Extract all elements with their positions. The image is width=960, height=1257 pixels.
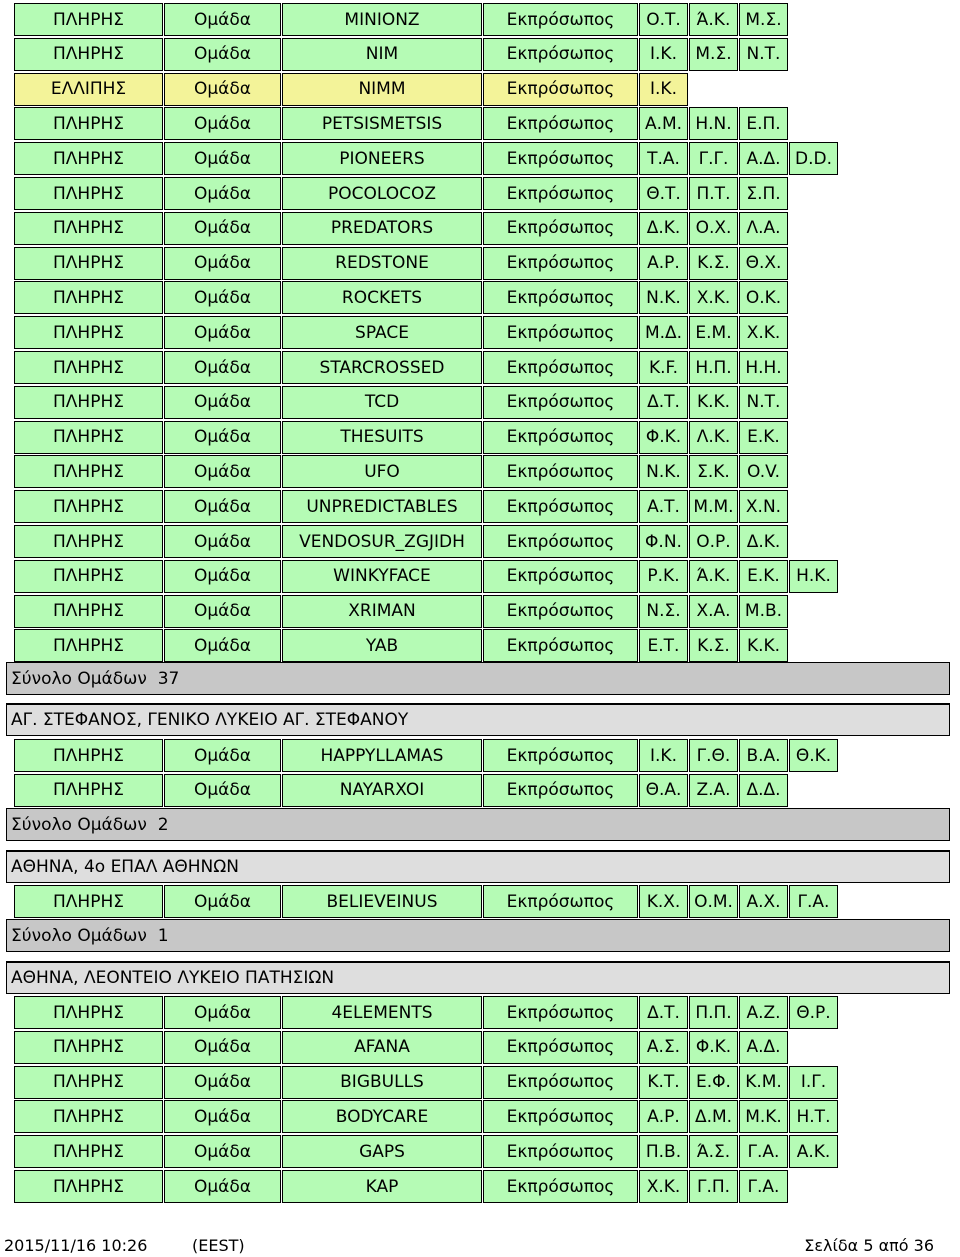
member-initials-cell: Ι.Κ. [639, 739, 688, 772]
member-initials-cell: Μ.Β. [739, 595, 788, 628]
member-initials-cell: Α.Σ. [639, 1031, 688, 1064]
team-name-cell: REDSTONE [282, 247, 482, 280]
footer-datetime: 2015/11/16 10:26 [4, 1236, 148, 1255]
table-row [14, 455, 789, 488]
team-label-cell: Ομάδα [164, 38, 281, 71]
representative-cell: Εκπρόσωπος [483, 455, 638, 488]
team-name-cell: THESUITS [282, 421, 482, 454]
table-row [14, 142, 839, 175]
member-initials-cell: Α.Κ. [789, 1135, 838, 1168]
member-initials-cell: Π.Π. [689, 996, 738, 1029]
member-initials-cell: Α.Ρ. [639, 247, 688, 280]
member-initials-cell: Χ.Κ. [739, 316, 788, 349]
member-initials-cell: Δ.Κ. [739, 525, 788, 558]
representative-cell: Εκπρόσωπος [483, 1031, 638, 1064]
representative-cell: Εκπρόσωπος [483, 281, 638, 314]
member-initials-cell: Σ.Π. [739, 177, 788, 210]
member-initials-cell: Α.Δ. [739, 1031, 788, 1064]
member-initials-cell: Ε.Κ. [739, 560, 788, 593]
table-row [14, 212, 789, 245]
member-initials-cell: Μ.Σ. [689, 38, 738, 71]
member-initials-cell: Κ.Χ. [639, 885, 688, 918]
member-initials-cell: Α.Ζ. [739, 996, 788, 1029]
table-row [14, 351, 789, 384]
status-cell: ΠΛΗΡΗΣ [14, 1031, 163, 1064]
member-initials-cell: Χ.Κ. [689, 281, 738, 314]
member-initials-cell: Γ.Γ. [689, 142, 738, 175]
representative-cell: Εκπρόσωπος [483, 885, 638, 918]
representative-cell: Εκπρόσωπος [483, 73, 638, 106]
team-label-cell: Ομάδα [164, 1170, 281, 1203]
member-initials-cell: Λ.Α. [739, 212, 788, 245]
representative-cell: Εκπρόσωπος [483, 386, 638, 419]
status-cell: ΠΛΗΡΗΣ [14, 386, 163, 419]
member-initials-cell: Ν.Σ. [639, 595, 688, 628]
member-initials-cell: Η.Τ. [789, 1100, 838, 1133]
team-name-cell: PREDATORS [282, 212, 482, 245]
representative-cell: Εκπρόσωπος [483, 1135, 638, 1168]
member-initials-cell: Μ.Σ. [739, 3, 788, 36]
status-cell: ΠΛΗΡΗΣ [14, 107, 163, 140]
member-initials-cell: Ν.Κ. [639, 281, 688, 314]
table-row [14, 1100, 839, 1133]
representative-cell: Εκπρόσωπος [483, 560, 638, 593]
member-initials-cell: Η.Ν. [689, 107, 738, 140]
member-initials-cell: Π.Τ. [689, 177, 738, 210]
member-initials-cell: Ε.Κ. [739, 421, 788, 454]
team-name-cell: PIONEERS [282, 142, 482, 175]
member-initials-cell: Ρ.Κ. [639, 560, 688, 593]
table-row [14, 247, 789, 280]
table-row [14, 560, 839, 593]
member-initials-cell: Π.Β. [639, 1135, 688, 1168]
status-cell: ΠΛΗΡΗΣ [14, 421, 163, 454]
school-name: ΑΘΗΝΑ, 4ο ΕΠΑΛ ΑΘΗΝΩΝ [11, 857, 239, 877]
team-label-cell: Ομάδα [164, 142, 281, 175]
representative-cell: Εκπρόσωπος [483, 629, 638, 662]
member-initials-cell: Θ.Κ. [789, 739, 838, 772]
team-label-cell: Ομάδα [164, 212, 281, 245]
member-initials-cell: K.F. [639, 351, 688, 384]
team-label-cell: Ομάδα [164, 1031, 281, 1064]
total-count: 37 [157, 668, 180, 689]
table-row [14, 281, 789, 314]
footer-timezone: (EEST) [192, 1236, 245, 1255]
table-row [14, 774, 789, 807]
representative-cell: Εκπρόσωπος [483, 1100, 638, 1133]
member-initials-cell: Ι.Γ. [789, 1066, 838, 1099]
team-name-cell: VENDOSUR_ZGJIDH [282, 525, 482, 558]
table-row [14, 1170, 789, 1203]
team-name-cell: BIGBULLS [282, 1066, 482, 1099]
representative-cell: Εκπρόσωπος [483, 1066, 638, 1099]
team-name-cell: NIM [282, 38, 482, 71]
table-row [14, 885, 839, 918]
status-cell: ΠΛΗΡΗΣ [14, 490, 163, 523]
table-row [14, 386, 789, 419]
table-row [14, 1135, 839, 1168]
team-label-cell: Ομάδα [164, 996, 281, 1029]
team-label-cell: Ομάδα [164, 73, 281, 106]
status-cell: ΠΛΗΡΗΣ [14, 247, 163, 280]
status-cell: ΠΛΗΡΗΣ [14, 38, 163, 71]
team-name-cell: POCOLOCOZ [282, 177, 482, 210]
team-label-cell: Ομάδα [164, 739, 281, 772]
status-cell: ΠΛΗΡΗΣ [14, 3, 163, 36]
group-total-bar [6, 919, 950, 952]
member-initials-cell: Φ.Κ. [689, 1031, 738, 1064]
member-initials-cell: Θ.Ρ. [789, 996, 838, 1029]
member-initials-cell: Ά.Κ. [689, 560, 738, 593]
member-initials-cell: Ε.Π. [739, 107, 788, 140]
team-label-cell: Ομάδα [164, 560, 281, 593]
status-cell: ΠΛΗΡΗΣ [14, 739, 163, 772]
status-cell: ΠΛΗΡΗΣ [14, 281, 163, 314]
team-name-cell: NIMM [282, 73, 482, 106]
representative-cell: Εκπρόσωπος [483, 774, 638, 807]
status-cell: ΠΛΗΡΗΣ [14, 1170, 163, 1203]
table-row [14, 739, 839, 772]
member-initials-cell: Κ.Σ. [689, 247, 738, 280]
school-name: ΑΘΗΝΑ, ΛΕΟΝΤΕΙΟ ΛΥΚΕΙΟ ΠΑΤΗΣΙΩΝ [11, 968, 335, 988]
status-cell: ΠΛΗΡΗΣ [14, 996, 163, 1029]
status-cell: ΠΛΗΡΗΣ [14, 177, 163, 210]
table-row [14, 421, 789, 454]
team-label-cell: Ομάδα [164, 1100, 281, 1133]
table-row [14, 1031, 789, 1064]
team-label-cell: Ομάδα [164, 774, 281, 807]
member-initials-cell: Φ.Κ. [639, 421, 688, 454]
member-initials-cell: Η.Κ. [789, 560, 838, 593]
team-name-cell: STARCROSSED [282, 351, 482, 384]
table-row [14, 73, 689, 106]
member-initials-cell: Ά.Κ. [689, 3, 738, 36]
member-initials-cell: Α.Μ. [639, 107, 688, 140]
total-count: 2 [157, 814, 169, 835]
team-name-cell: WINKYFACE [282, 560, 482, 593]
representative-cell: Εκπρόσωπος [483, 996, 638, 1029]
team-label-cell: Ομάδα [164, 490, 281, 523]
table-row [14, 1066, 839, 1099]
member-initials-cell: Ε.Μ. [689, 316, 738, 349]
status-cell: ΠΛΗΡΗΣ [14, 525, 163, 558]
team-name-cell: UNPREDICTABLES [282, 490, 482, 523]
representative-cell: Εκπρόσωπος [483, 316, 638, 349]
representative-cell: Εκπρόσωπος [483, 595, 638, 628]
team-label-cell: Ομάδα [164, 281, 281, 314]
total-label: Σύνολο Ομάδων [11, 925, 147, 946]
school-name: ΑΓ. ΣΤΕΦΑΝΟΣ, ΓΕΝΙΚΟ ΛΥΚΕΙΟ ΑΓ. ΣΤΕΦΑΝΟΥ [11, 710, 409, 730]
representative-cell: Εκπρόσωπος [483, 490, 638, 523]
team-label-cell: Ομάδα [164, 629, 281, 662]
member-initials-cell: Μ.Μ. [689, 490, 738, 523]
representative-cell: Εκπρόσωπος [483, 351, 638, 384]
status-cell: ΠΛΗΡΗΣ [14, 885, 163, 918]
table-row [14, 490, 789, 523]
status-cell: ΠΛΗΡΗΣ [14, 629, 163, 662]
member-initials-cell: Κ.Τ. [639, 1066, 688, 1099]
member-initials-cell: Ι.Κ. [639, 73, 688, 106]
team-label-cell: Ομάδα [164, 455, 281, 488]
representative-cell: Εκπρόσωπος [483, 247, 638, 280]
member-initials-cell: Α.Χ. [739, 885, 788, 918]
team-label-cell: Ομάδα [164, 1066, 281, 1099]
table-row [14, 316, 789, 349]
team-label-cell: Ομάδα [164, 351, 281, 384]
representative-cell: Εκπρόσωπος [483, 177, 638, 210]
member-initials-cell: Μ.Δ. [639, 316, 688, 349]
status-cell: ΠΛΗΡΗΣ [14, 1100, 163, 1133]
representative-cell: Εκπρόσωπος [483, 1170, 638, 1203]
representative-cell: Εκπρόσωπος [483, 38, 638, 71]
representative-cell: Εκπρόσωπος [483, 142, 638, 175]
team-label-cell: Ομάδα [164, 247, 281, 280]
member-initials-cell: Α.Τ. [639, 490, 688, 523]
member-initials-cell: Ι.Κ. [639, 38, 688, 71]
team-name-cell: YAB [282, 629, 482, 662]
member-initials-cell: Ο.Μ. [689, 885, 738, 918]
member-initials-cell: Ε.Τ. [639, 629, 688, 662]
team-label-cell: Ομάδα [164, 386, 281, 419]
member-initials-cell: Φ.Ν. [639, 525, 688, 558]
member-initials-cell: Γ.Α. [739, 1170, 788, 1203]
member-initials-cell: Ε.Φ. [689, 1066, 738, 1099]
group-total-bar [6, 808, 950, 841]
team-label-cell: Ομάδα [164, 1135, 281, 1168]
member-initials-cell: D.D. [789, 142, 838, 175]
total-label: Σύνολο Ομάδων [11, 814, 147, 835]
member-initials-cell: Δ.Τ. [639, 996, 688, 1029]
team-label-cell: Ομάδα [164, 421, 281, 454]
team-label-cell: Ομάδα [164, 885, 281, 918]
member-initials-cell: Γ.Π. [689, 1170, 738, 1203]
team-name-cell: HAPPYLLAMAS [282, 739, 482, 772]
group-total-bar [6, 662, 950, 695]
representative-cell: Εκπρόσωπος [483, 739, 638, 772]
status-cell: ΠΛΗΡΗΣ [14, 351, 163, 384]
member-initials-cell: Θ.Α. [639, 774, 688, 807]
member-initials-cell: Σ.Κ. [689, 455, 738, 488]
status-cell: ΠΛΗΡΗΣ [14, 595, 163, 628]
member-initials-cell: Χ.Α. [689, 595, 738, 628]
member-initials-cell: Κ.Κ. [689, 386, 738, 419]
team-name-cell: NAYARXOI [282, 774, 482, 807]
member-initials-cell: Η.Η. [739, 351, 788, 384]
team-name-cell: 4ELEMENTS [282, 996, 482, 1029]
school-header [6, 703, 950, 736]
status-cell: ΠΛΗΡΗΣ [14, 316, 163, 349]
member-initials-cell: Τ.Α. [639, 142, 688, 175]
table-row [14, 595, 789, 628]
team-name-cell: AFANA [282, 1031, 482, 1064]
team-label-cell: Ομάδα [164, 3, 281, 36]
member-initials-cell: Ν.Κ. [639, 455, 688, 488]
representative-cell: Εκπρόσωπος [483, 421, 638, 454]
team-name-cell: BELIEVEINUS [282, 885, 482, 918]
team-name-cell: SPACE [282, 316, 482, 349]
member-initials-cell: Ζ.Α. [689, 774, 738, 807]
representative-cell: Εκπρόσωπος [483, 525, 638, 558]
team-label-cell: Ομάδα [164, 595, 281, 628]
team-name-cell: ROCKETS [282, 281, 482, 314]
table-row [14, 38, 789, 71]
status-cell: ΠΛΗΡΗΣ [14, 560, 163, 593]
member-initials-cell: Δ.Μ. [689, 1100, 738, 1133]
member-initials-cell: Β.Α. [739, 739, 788, 772]
team-label-cell: Ομάδα [164, 525, 281, 558]
member-initials-cell: Λ.Κ. [689, 421, 738, 454]
team-label-cell: Ομάδα [164, 107, 281, 140]
member-initials-cell: Μ.Κ. [739, 1100, 788, 1133]
member-initials-cell: Κ.Μ. [739, 1066, 788, 1099]
table-row [14, 177, 789, 210]
member-initials-cell: Ν.Τ. [739, 386, 788, 419]
representative-cell: Εκπρόσωπος [483, 3, 638, 36]
status-cell: ΠΛΗΡΗΣ [14, 212, 163, 245]
member-initials-cell: Δ.Κ. [639, 212, 688, 245]
table-row [14, 107, 789, 140]
team-name-cell: MINIONZ [282, 3, 482, 36]
member-initials-cell: Ά.Σ. [689, 1135, 738, 1168]
member-initials-cell: Χ.Κ. [639, 1170, 688, 1203]
table-row [14, 629, 789, 662]
table-row [14, 525, 789, 558]
team-name-cell: GAPS [282, 1135, 482, 1168]
member-initials-cell: Θ.Χ. [739, 247, 788, 280]
total-label: Σύνολο Ομάδων [11, 668, 147, 689]
member-initials-cell: Γ.Θ. [689, 739, 738, 772]
member-initials-cell: Ο.Τ. [639, 3, 688, 36]
member-initials-cell: Κ.Σ. [689, 629, 738, 662]
representative-cell: Εκπρόσωπος [483, 107, 638, 140]
member-initials-cell: Γ.Α. [739, 1135, 788, 1168]
status-cell: ΠΛΗΡΗΣ [14, 1066, 163, 1099]
member-initials-cell: Ο.Κ. [739, 281, 788, 314]
member-initials-cell: Α.Ρ. [639, 1100, 688, 1133]
school-header [6, 961, 950, 994]
school-header [6, 850, 950, 883]
member-initials-cell: Δ.Τ. [639, 386, 688, 419]
team-name-cell: BODYCARE [282, 1100, 482, 1133]
table-row [14, 3, 789, 36]
status-cell: ΠΛΗΡΗΣ [14, 455, 163, 488]
member-initials-cell: Γ.Α. [789, 885, 838, 918]
team-name-cell: UFO [282, 455, 482, 488]
team-name-cell: PETSISMETSIS [282, 107, 482, 140]
member-initials-cell: Η.Π. [689, 351, 738, 384]
team-label-cell: Ομάδα [164, 316, 281, 349]
member-initials-cell: O.V. [739, 455, 788, 488]
status-cell: ΕΛΛΙΠΗΣ [14, 73, 163, 106]
member-initials-cell: Δ.Δ. [739, 774, 788, 807]
footer-page-number: Σελίδα 5 από 36 [804, 1236, 934, 1255]
member-initials-cell: Χ.Ν. [739, 490, 788, 523]
member-initials-cell: Ν.Τ. [739, 38, 788, 71]
total-count: 1 [157, 925, 169, 946]
member-initials-cell: Κ.Κ. [739, 629, 788, 662]
member-initials-cell: Ο.Χ. [689, 212, 738, 245]
status-cell: ΠΛΗΡΗΣ [14, 774, 163, 807]
status-cell: ΠΛΗΡΗΣ [14, 1135, 163, 1168]
representative-cell: Εκπρόσωπος [483, 212, 638, 245]
team-name-cell: TCD [282, 386, 482, 419]
team-name-cell: KAP [282, 1170, 482, 1203]
status-cell: ΠΛΗΡΗΣ [14, 142, 163, 175]
table-row [14, 996, 839, 1029]
member-initials-cell: Α.Δ. [739, 142, 788, 175]
member-initials-cell: Ο.Ρ. [689, 525, 738, 558]
team-name-cell: XRIMAN [282, 595, 482, 628]
member-initials-cell: Θ.Τ. [639, 177, 688, 210]
team-label-cell: Ομάδα [164, 177, 281, 210]
